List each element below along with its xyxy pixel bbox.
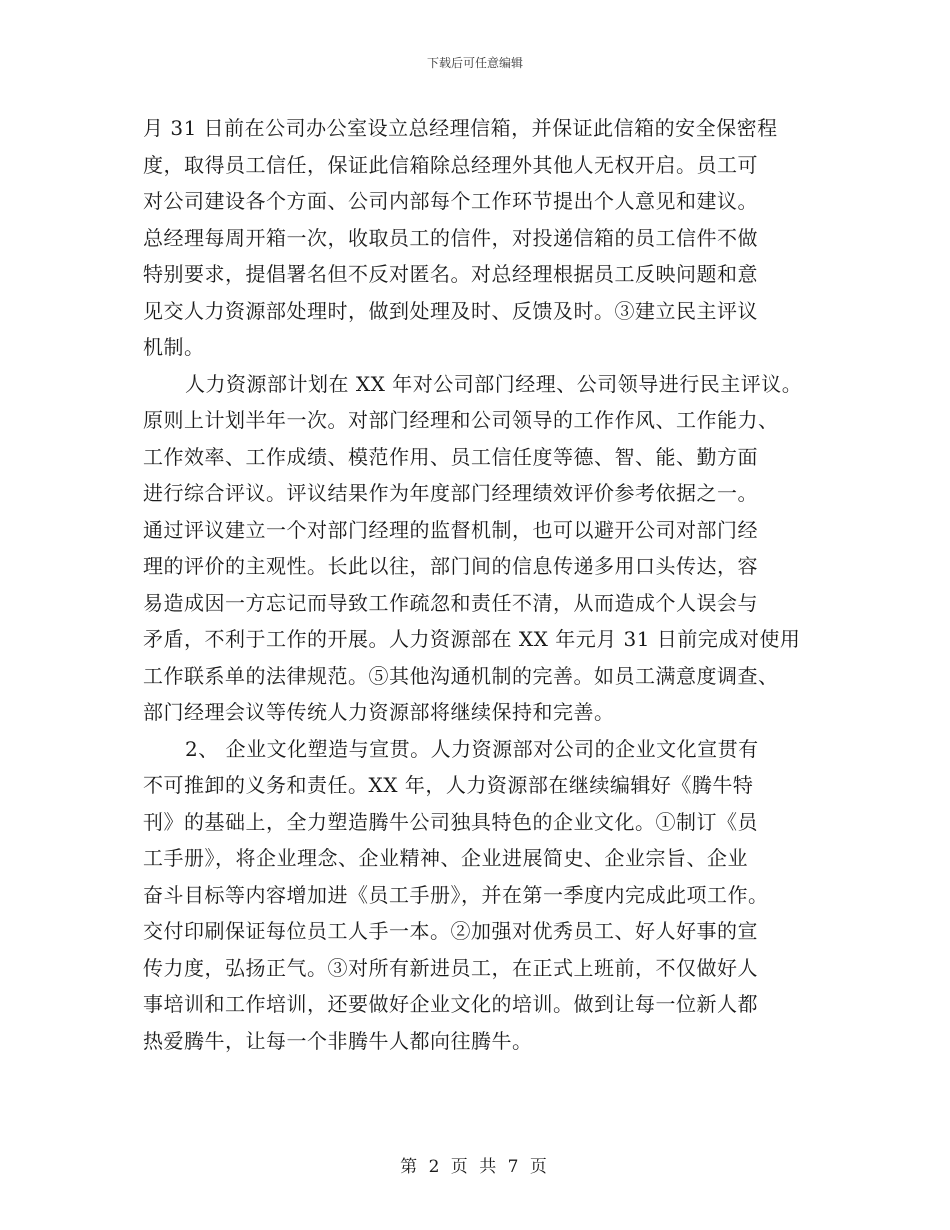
text-line: 传力度，弘扬正气。③对所有新进员工，在正式上班前，不仅做好人: [143, 955, 758, 980]
text-line: 矛盾，不利于工作的开展。人力资源部在 XX 年元月 31 日前完成对使用: [143, 627, 801, 651]
text-line: 月 31 日前在公司办公室设立总经理信箱，并保证此信箱的安全保密程: [143, 116, 778, 140]
text-line: 事培训和工作培训，还要做好企业文化的培训。做到让每一位新人都: [143, 992, 758, 1016]
text-line: 见交人力资源部处理时，做到处理及时、反馈及时。③建立民主评议: [143, 298, 758, 323]
text-line: 原则上计划半年一次。对部门经理和公司领导的工作作风、工作能力、: [143, 408, 779, 432]
page-number: 第 2 页 共 7 页: [400, 1157, 550, 1177]
text-line: 不可推卸的义务和责任。XX 年，人力资源部在继续编辑好《腾牛特: [143, 773, 754, 797]
text-line: 人力资源部计划在 XX 年对公司部门经理、公司领导进行民主评议。: [185, 371, 803, 396]
text-line: 进行综合评议。评议结果作为年度部门经理绩效评价参考依据之一。: [143, 481, 758, 505]
text-line: 对公司建设各个方面、公司内部每个工作环节提出个人意见和建议。: [143, 189, 758, 213]
text-line: 2、 企业文化塑造与宣贯。人力资源部对公司的企业文化宣贯有: [185, 736, 759, 761]
text-line: 总经理每周开箱一次，收取员工的信件，对投递信箱的员工信件不做: [143, 225, 758, 250]
text-line: 易造成因一方忘记而导致工作疏忽和责任不清，从而造成个人误会与: [143, 590, 758, 615]
text-line: 工作效率、工作成绩、模范作用、员工信任度等德、智、能、勤方面: [143, 444, 758, 469]
text-line: 工作联系单的法律规范。⑤其他沟通机制的完善。如员工满意度调查、: [143, 663, 779, 688]
text-line: 部门经理会议等传统人力资源部将继续保持和完善。: [143, 700, 615, 724]
text-line: 热爱腾牛，让每一个非腾牛人都向往腾牛。: [143, 1028, 533, 1053]
text-line: 奋斗目标等内容增加进《员工手册》，并在第一季度内完成此项工作。: [143, 882, 769, 907]
document-body: [143, 110, 823, 1059]
text-line: 理的评价的主观性。长此以往，部门间的信息传递多用口头传达，容: [143, 554, 758, 578]
text-line: 刊》的基础上，全力塑造腾牛公司独具特色的企业文化。①制订《员: [143, 809, 758, 834]
text-line: 工手册》，将企业理念、企业精神、企业进展简史、企业宗旨、企业: [143, 846, 748, 870]
text-line: 机制。: [143, 335, 205, 359]
text-line: 交付印刷保证每位员工人手一本。②加强对优秀员工、好人好事的宣: [143, 919, 758, 943]
text-line: 通过评议建立一个对部门经理的监督机制，也可以避开公司对部门经: [143, 517, 758, 542]
text-line: 特别要求，提倡署名但不反对匿名。对总经理根据员工反映问题和意: [143, 262, 758, 286]
text-line: 度，取得员工信任，保证此信箱除总经理外其他人无权开启。员工可: [143, 152, 758, 177]
header-note: 下载后可任意编辑: [426, 56, 523, 70]
